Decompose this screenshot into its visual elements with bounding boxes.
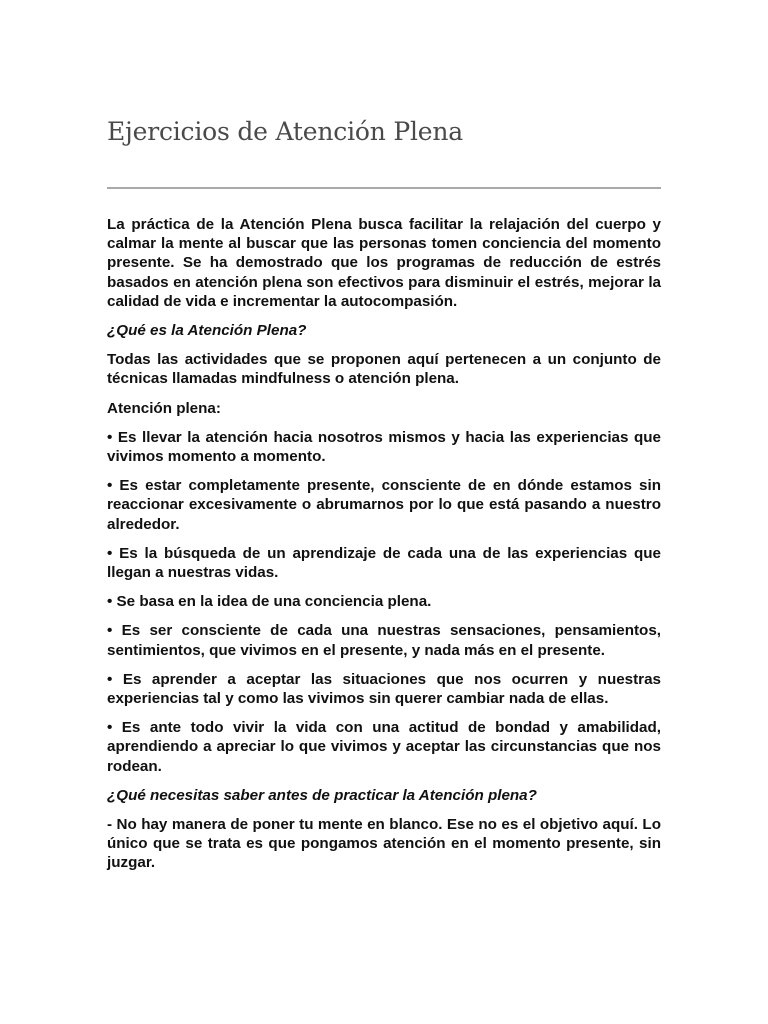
section-question-before-practice: ¿Qué necesitas saber antes de practicar la Atención plena? <box>107 786 537 804</box>
bullet-item: • Se basa en la idea de una conciencia plena. <box>107 593 432 611</box>
paragraph-no-blank-mind: - No hay manera de poner tu mente en blanco. Ese no es el objetivo aquí. Lo único que se trata es que pongamos atención en el momento presente, sin juzgar. <box>107 816 661 872</box>
title-divider <box>107 187 661 189</box>
intro-paragraph: La práctica de la Atención Plena busca facilitar la relajación del cuerpo y calmar la mente al buscar que las personas tomen conciencia del momento presente. Se ha demostrado que los programas de reducción de estrés basados en atención plena son efectivos para disminuir el estrés, mejorar la calidad de vida e incrementar la autocompasión. <box>107 216 661 310</box>
bullet-item: • Es la búsqueda de un aprendizaje de cada una de las experiencias que llegan a nuestras vidas. <box>107 544 661 582</box>
bullet-item: • Es ante todo vivir la vida con una actitud de bondad y amabilidad, aprendiendo a apreciar lo que vivimos y aceptar las circunstancias que nos rodean. <box>107 719 661 775</box>
paragraph-activities: Todas las actividades que se proponen aquí pertenecen a un conjunto de técnicas llamadas mindfulness o atención plena. <box>107 351 661 388</box>
document-body <box>107 215 661 883</box>
bullet-item: • Es ser consciente de cada una nuestras sensaciones, pensamientos, sentimientos, que vivimos en el presente, y nada más en el presente. <box>107 622 661 659</box>
bullet-item: • Es estar completamente presente, consciente de en dónde estamos sin reaccionar excesivamente o abrumarnos por lo que está pasando a nuestro alrededor. <box>107 477 661 533</box>
document-title: Ejercicios de Atención Plena <box>107 117 463 146</box>
bullet-item: • Es aprender a aceptar las situaciones que nos ocurren y nuestras experiencias tal y como las vivimos sin querer cambiar nada de ellas. <box>107 670 661 708</box>
bullet-item: • Es llevar la atención hacia nosotros mismos y hacia las experiencias que vivimos momento a momento. <box>107 428 661 466</box>
paragraph-atencion-plena-label: Atención plena: <box>107 399 221 417</box>
section-question-what-is: ¿Qué es la Atención Plena? <box>107 322 307 340</box>
